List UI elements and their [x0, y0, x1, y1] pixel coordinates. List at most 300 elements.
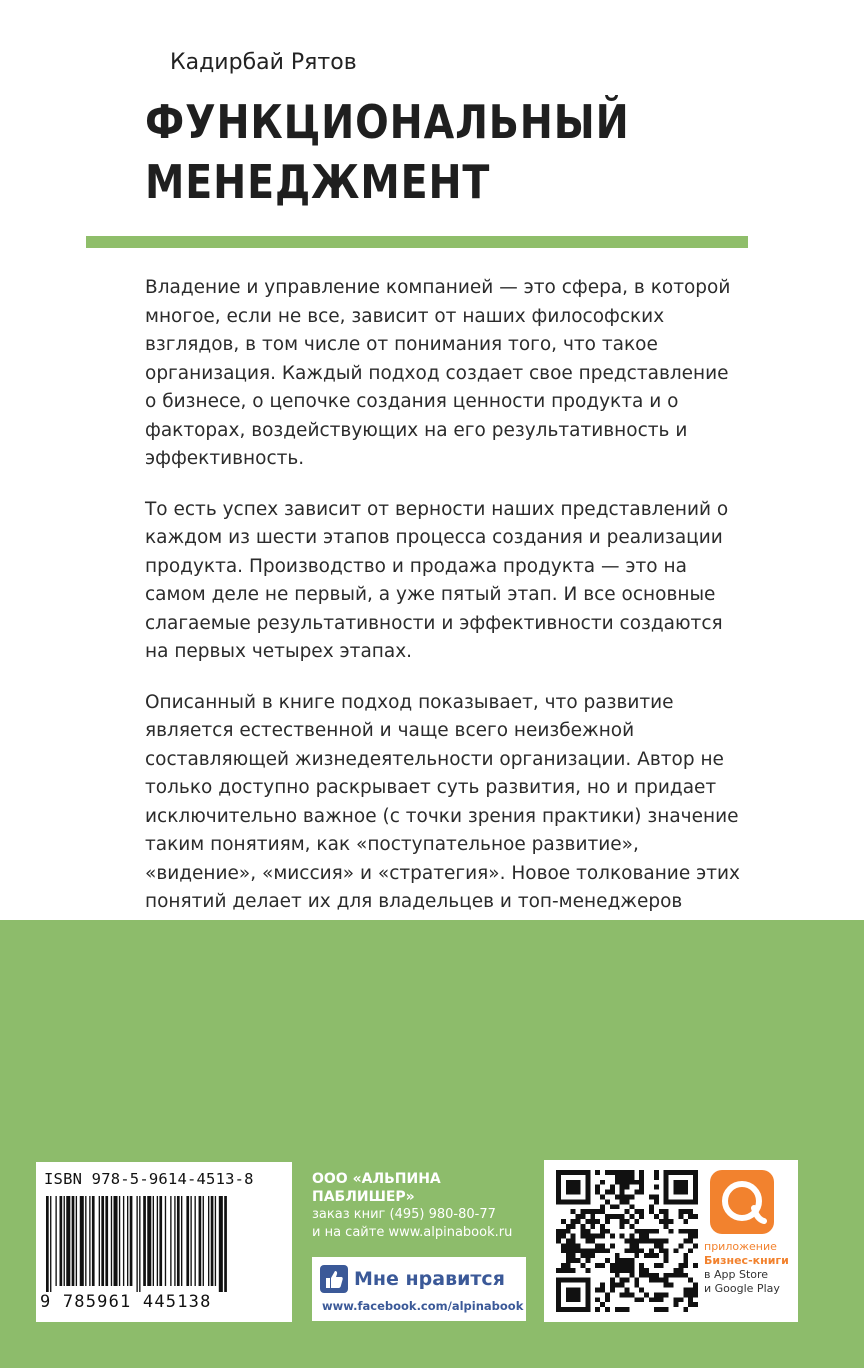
qr-module [644, 1273, 649, 1278]
qr-module [664, 1239, 669, 1244]
description-paragraph: То есть успех зависит от верности наших представлений о каждом из шести этапов процесса создания и реализации продукта. Производство и продажа продукта — это на самом деле не первый, а уже пятый этап. И все основные слагаемые результативности и эффективности создаются на первых четырех этапах. [145, 498, 729, 662]
qr-module [654, 1273, 659, 1278]
qr-module [610, 1278, 615, 1283]
qr-module [580, 1248, 585, 1253]
qr-module [664, 1307, 669, 1312]
qr-module [580, 1234, 585, 1239]
qr-module [678, 1209, 683, 1214]
qr-module [576, 1199, 581, 1204]
qr-module [610, 1268, 615, 1273]
qr-module [580, 1263, 585, 1268]
qr-module [580, 1199, 585, 1204]
qr-module [649, 1209, 654, 1214]
qr-module [610, 1263, 615, 1268]
qr-module [669, 1273, 674, 1278]
qr-module [683, 1209, 688, 1214]
title-line-2: МЕНЕДЖМЕНТ [145, 155, 491, 209]
qr-module [688, 1214, 693, 1219]
qr-module [688, 1229, 693, 1234]
qr-module [629, 1243, 634, 1248]
qr-module [664, 1224, 669, 1229]
barcode-bar [159, 1196, 162, 1286]
qr-module [629, 1273, 634, 1278]
qr-module [693, 1283, 698, 1288]
barcode-bar [64, 1196, 65, 1286]
qr-module [615, 1253, 620, 1258]
barcode-bar [215, 1196, 216, 1286]
qr-module [683, 1258, 688, 1263]
barcode-bar [127, 1196, 128, 1286]
qr-module [683, 1219, 688, 1224]
qr-module [629, 1234, 634, 1239]
qr-module [625, 1175, 630, 1180]
qr-module [600, 1229, 605, 1234]
qr-module [571, 1199, 576, 1204]
qr-module [620, 1185, 625, 1190]
qr-module [669, 1170, 674, 1175]
qr-module [585, 1185, 590, 1190]
qr-module [678, 1214, 683, 1219]
qr-module [693, 1180, 698, 1185]
qr-module [634, 1190, 639, 1195]
qr-module [664, 1214, 669, 1219]
qr-module [688, 1170, 693, 1175]
qr-module [654, 1307, 659, 1312]
qr-module [571, 1248, 576, 1253]
qr-module [571, 1180, 576, 1185]
qr-module [561, 1234, 566, 1239]
qr-module [585, 1229, 590, 1234]
qr-module [580, 1307, 585, 1312]
qr-module [595, 1209, 600, 1214]
qr-module [664, 1292, 669, 1297]
qr-module [595, 1190, 600, 1195]
qr-module [576, 1292, 581, 1297]
description-paragraph: Владение и управление компанией — это сфера, в которой многое, если не все, зависит от наших философских взглядов, в том числе от понимания того, что такое организация. Каждый подход создает свое представление о бизнесе, о цепочке создания ценности продукта и о факторах, воздействующих на его результативность и эффективность. [145, 277, 731, 469]
barcode-bar [143, 1196, 146, 1286]
qr-module [678, 1199, 683, 1204]
qr-module [620, 1224, 625, 1229]
qr-module [693, 1190, 698, 1195]
qr-module [556, 1229, 561, 1234]
qr-module [620, 1170, 625, 1175]
qr-module [600, 1248, 605, 1253]
qr-module [639, 1248, 644, 1253]
qr-module [605, 1307, 610, 1312]
qr-module [556, 1297, 561, 1302]
qr-module [625, 1248, 630, 1253]
qr-module [590, 1239, 595, 1244]
qr-module [639, 1175, 644, 1180]
qr-module [585, 1288, 590, 1293]
qr-module [610, 1190, 615, 1195]
qr-module [615, 1175, 620, 1180]
qr-module [639, 1229, 644, 1234]
barcode-bar [224, 1196, 227, 1292]
barcode-bar [55, 1196, 56, 1286]
barcode-bar [170, 1196, 171, 1286]
qr-module [688, 1278, 693, 1283]
qr-module [654, 1263, 659, 1268]
qr-module [639, 1239, 644, 1244]
barcode-bar [99, 1196, 100, 1286]
qr-module [634, 1209, 639, 1214]
qr-module [600, 1243, 605, 1248]
qr-module [625, 1307, 630, 1312]
qr-module [620, 1175, 625, 1180]
publisher-name: ООО «АЛЬПИНА ПАБЛИШЕР» [312, 1171, 441, 1205]
qr-module [678, 1190, 683, 1195]
qr-module [566, 1239, 571, 1244]
qr-module [595, 1248, 600, 1253]
qr-module [649, 1248, 654, 1253]
qr-module [683, 1239, 688, 1244]
barcode-bar [211, 1196, 214, 1286]
qr-module [585, 1307, 590, 1312]
qr-module [585, 1190, 590, 1195]
qr-module [639, 1190, 644, 1195]
qr-module [571, 1268, 576, 1273]
qr-module [649, 1204, 654, 1209]
qr-module [659, 1248, 664, 1253]
qr-module [571, 1278, 576, 1283]
qr-module [605, 1214, 610, 1219]
qr-module [566, 1297, 571, 1302]
barcode-bar [186, 1196, 189, 1286]
qr-module [590, 1219, 595, 1224]
qr-module [688, 1292, 693, 1297]
qr-module [585, 1180, 590, 1185]
qr-module [629, 1194, 634, 1199]
qr-module [654, 1199, 659, 1204]
qr-module [634, 1219, 639, 1224]
barcode-bar [85, 1196, 86, 1286]
qr-module [620, 1180, 625, 1185]
qr-module [683, 1229, 688, 1234]
barcode-bar [92, 1196, 95, 1286]
app-text-line: Бизнес-книги [704, 1254, 789, 1267]
qr-module [585, 1170, 590, 1175]
qr-module [600, 1234, 605, 1239]
qr-module [561, 1278, 566, 1283]
isbn-block [36, 1162, 292, 1322]
qr-module [556, 1278, 561, 1283]
qr-module [629, 1214, 634, 1219]
qr-module [620, 1199, 625, 1204]
qr-module [664, 1199, 669, 1204]
qr-module [634, 1248, 639, 1253]
qr-module [654, 1253, 659, 1258]
qr-module [620, 1278, 625, 1283]
qr-module [664, 1219, 669, 1224]
qr-module [610, 1288, 615, 1293]
qr-module [625, 1239, 630, 1244]
qr-module [678, 1170, 683, 1175]
qr-module [610, 1170, 615, 1175]
barcode-bar [72, 1196, 75, 1286]
qr-module [625, 1258, 630, 1263]
qr-module [683, 1170, 688, 1175]
qr-module [580, 1253, 585, 1258]
qr-module [693, 1199, 698, 1204]
qr-module [683, 1180, 688, 1185]
qr-module [659, 1263, 664, 1268]
qr-module [571, 1307, 576, 1312]
qr-module [610, 1214, 615, 1219]
qr-module [693, 1175, 698, 1180]
qr-module [664, 1283, 669, 1288]
qr-module [659, 1209, 664, 1214]
qr-module [639, 1170, 644, 1175]
qr-module [664, 1175, 669, 1180]
qr-module [654, 1194, 659, 1199]
qr-module [605, 1292, 610, 1297]
qr-module [556, 1175, 561, 1180]
qr-module [571, 1292, 576, 1297]
qr-module [693, 1243, 698, 1248]
qr-module [576, 1288, 581, 1293]
barcode-bar [174, 1196, 175, 1286]
qr-module [688, 1209, 693, 1214]
barcode-bar [153, 1196, 154, 1286]
facebook-like [320, 1265, 505, 1293]
qr-module [625, 1170, 630, 1175]
qr-module [615, 1273, 620, 1278]
app-promo-block [544, 1160, 798, 1322]
barcode-bar [177, 1196, 180, 1286]
barcode-bar [46, 1196, 49, 1292]
qr-module [571, 1170, 576, 1175]
qr-module [678, 1273, 683, 1278]
qr-module [688, 1199, 693, 1204]
qr-module [654, 1278, 659, 1283]
qr-module [644, 1229, 649, 1234]
qr-module [639, 1234, 644, 1239]
barcode-bar [105, 1196, 108, 1286]
qr-module [678, 1268, 683, 1273]
qr-module [674, 1170, 679, 1175]
qr-module [644, 1239, 649, 1244]
qr-module [615, 1258, 620, 1263]
qr-module [610, 1243, 615, 1248]
author-name: Кадирбай Рятов [170, 50, 357, 75]
qr-module [654, 1239, 659, 1244]
qr-module [610, 1185, 615, 1190]
qr-module [590, 1234, 595, 1239]
qr-module [654, 1175, 659, 1180]
qr-module [664, 1194, 669, 1199]
qr-module [590, 1253, 595, 1258]
barcode-bar [195, 1196, 196, 1286]
app-symbol-icon [710, 1170, 774, 1234]
qr-module [561, 1263, 566, 1268]
qr-module [615, 1194, 620, 1199]
qr-module [556, 1180, 561, 1185]
qr-module [654, 1229, 659, 1234]
thumbs-up-icon [320, 1265, 348, 1293]
qr-module [566, 1199, 571, 1204]
qr-module [659, 1278, 664, 1283]
qr-module [600, 1194, 605, 1199]
qr-module [639, 1297, 644, 1302]
qr-module [639, 1180, 644, 1185]
barcode-bar [114, 1196, 118, 1286]
qr-module [576, 1190, 581, 1195]
qr-module [571, 1297, 576, 1302]
description-paragraph: Описанный в книге подход показывает, что развитие является естественной и чаще всего неизбежной составляющей жизнедеятельности организации. Автор не только доступно раскрывает суть развития, но и придает исключительно важное (с точки зрения практики) значение таким понятиям, как «поступательное развитие», «видение», «миссия» и «стратегия». Новое толкование этих понятий делает их для владельцев и топ-менеджеров [145, 691, 740, 912]
qr-module [556, 1302, 561, 1307]
qr-module [683, 1273, 688, 1278]
qr-module [664, 1209, 669, 1214]
qr-module [576, 1214, 581, 1219]
qr-module [585, 1283, 590, 1288]
publisher-info [312, 1170, 542, 1242]
qr-module [649, 1273, 654, 1278]
qr-module [649, 1297, 654, 1302]
qr-module [678, 1243, 683, 1248]
qr-module [649, 1229, 654, 1234]
qr-module [629, 1258, 634, 1263]
app-text [704, 1240, 796, 1296]
qr-module [615, 1263, 620, 1268]
qr-module [639, 1185, 644, 1190]
barcode-bar [111, 1196, 112, 1286]
qr-module [664, 1170, 669, 1175]
qr-module [625, 1199, 630, 1204]
qr-module [615, 1283, 620, 1288]
qr-module [649, 1239, 654, 1244]
qr-module [576, 1185, 581, 1190]
qr-module [585, 1239, 590, 1244]
qr-module [580, 1229, 585, 1234]
qr-module [654, 1297, 659, 1302]
qr-module [585, 1234, 590, 1239]
qr-module [605, 1229, 610, 1234]
qr-module [600, 1302, 605, 1307]
qr-module [556, 1283, 561, 1288]
qr-module [639, 1273, 644, 1278]
qr-module [600, 1209, 605, 1214]
qr-module [664, 1253, 669, 1258]
barcode-bar [119, 1196, 120, 1286]
qr-module [556, 1194, 561, 1199]
qr-module [610, 1204, 615, 1209]
qr-module [595, 1170, 600, 1175]
qr-module [669, 1283, 674, 1288]
qr-module [654, 1185, 659, 1190]
qr-module [580, 1209, 585, 1214]
qr-module [644, 1234, 649, 1239]
qr-module [654, 1243, 659, 1248]
qr-module [576, 1307, 581, 1312]
barcode-bar [60, 1196, 63, 1286]
qr-module [629, 1170, 634, 1175]
qr-module [595, 1263, 600, 1268]
qr-module [610, 1234, 615, 1239]
qr-module [595, 1297, 600, 1302]
qr-module [625, 1219, 630, 1224]
qr-module [615, 1307, 620, 1312]
qr-module [625, 1194, 630, 1199]
barcode-bar [76, 1196, 77, 1286]
qr-module [610, 1283, 615, 1288]
qr-module [620, 1307, 625, 1312]
qr-module [634, 1243, 639, 1248]
qr-module [664, 1278, 669, 1283]
qr-module [629, 1263, 634, 1268]
qr-module [683, 1253, 688, 1258]
qr-module [566, 1224, 571, 1229]
barcode-bar [89, 1196, 90, 1286]
qr-module [561, 1243, 566, 1248]
barcode-bar [66, 1196, 70, 1286]
qr-module [566, 1180, 571, 1185]
qr-module [566, 1258, 571, 1263]
qr-module [620, 1292, 625, 1297]
qr-module [605, 1190, 610, 1195]
qr-module [595, 1219, 600, 1224]
qr-module [571, 1239, 576, 1244]
qr-module [620, 1258, 625, 1263]
qr-module [649, 1253, 654, 1258]
qr-module [634, 1297, 639, 1302]
qr-module [678, 1180, 683, 1185]
qr-module [674, 1199, 679, 1204]
barcode-bar [208, 1196, 209, 1286]
barcode-bar [199, 1196, 202, 1286]
qr-module [644, 1253, 649, 1258]
qr-module [620, 1268, 625, 1273]
qr-module [634, 1180, 639, 1185]
qr-module [580, 1224, 585, 1229]
isbn-label: ISBN 978-5-9614-4513-8 [44, 1170, 254, 1188]
qr-module [571, 1219, 576, 1224]
qr-module [561, 1268, 566, 1273]
qr-module [615, 1170, 620, 1175]
barcode-bar [80, 1196, 84, 1286]
qr-module [625, 1278, 630, 1283]
qr-module [634, 1253, 639, 1258]
qr-module [688, 1302, 693, 1307]
qr-module [561, 1307, 566, 1312]
qr-module [566, 1263, 571, 1268]
qr-module [580, 1170, 585, 1175]
qr-module [576, 1248, 581, 1253]
qr-module [585, 1219, 590, 1224]
qr-module [683, 1185, 688, 1190]
qr-module [566, 1292, 571, 1297]
barcode-bar [165, 1196, 166, 1286]
barcode-bar [157, 1196, 158, 1286]
title-divider [86, 236, 748, 248]
qr-module [659, 1292, 664, 1297]
qr-module [654, 1292, 659, 1297]
qr-module [595, 1288, 600, 1293]
qr-module [585, 1253, 590, 1258]
qr-module [620, 1283, 625, 1288]
qr-module [678, 1263, 683, 1268]
qr-module [576, 1219, 581, 1224]
qr-module [649, 1194, 654, 1199]
barcode [44, 1196, 284, 1292]
qr-module [674, 1297, 679, 1302]
qr-module [556, 1185, 561, 1190]
qr-module [664, 1190, 669, 1195]
qr-module [585, 1297, 590, 1302]
qr-module [566, 1185, 571, 1190]
qr-module [625, 1180, 630, 1185]
qr-module [556, 1170, 561, 1175]
